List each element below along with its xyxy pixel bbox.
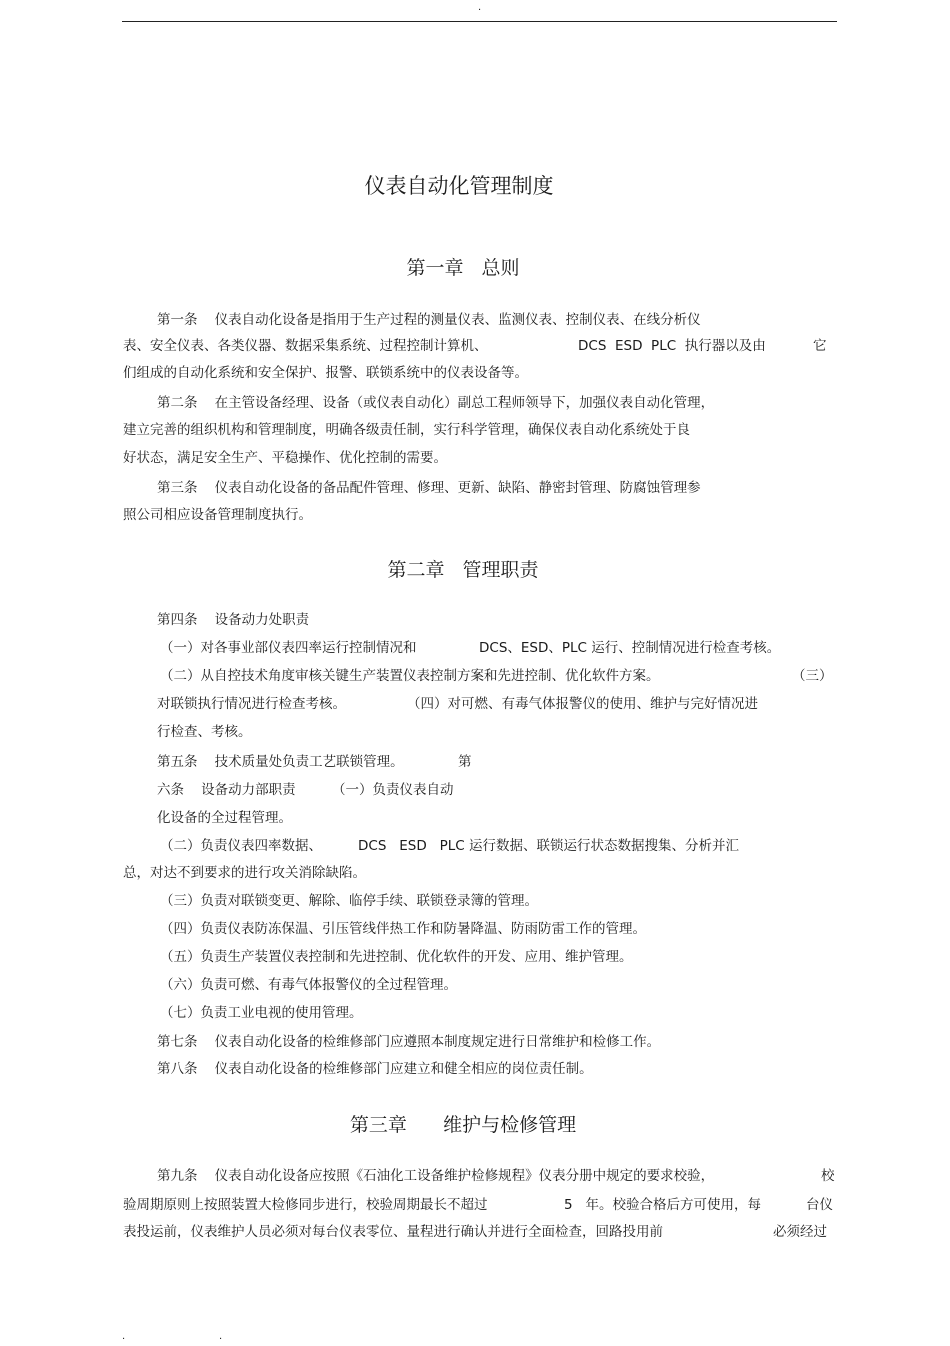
article-6-item-1: （一）负责仪表自动 bbox=[332, 782, 454, 798]
article-9-line-2-cont: 5 年。校验合格后方可使用，每 bbox=[564, 1197, 761, 1213]
article-1-line-2: 表、安全仪表、各类仪器、数据采集系统、过程控制计算机、 bbox=[123, 338, 488, 354]
article-9-line-3-end: 必须经过 bbox=[773, 1224, 827, 1240]
article-9-line-3: 表投运前，仪表维护人员必须对每台仪表零位、量程进行确认并进行全面检查，回路投用前 bbox=[123, 1224, 663, 1240]
footer-marker-right: . bbox=[219, 1331, 223, 1342]
article-2-line-3: 好状态，满足安全生产、平稳操作、优化控制的需要。 bbox=[123, 450, 447, 466]
article-6-prefix: 第 bbox=[458, 754, 472, 770]
article-6-item-2-end: 总，对达不到要求的进行攻关消除缺陷。 bbox=[123, 865, 366, 881]
chapter-3-heading: 第三章 维护与检修管理 bbox=[349, 1114, 577, 1136]
article-3-line-2: 照公司相应设备管理制度执行。 bbox=[123, 507, 312, 523]
article-1-line-2-end: 它 bbox=[813, 338, 827, 354]
footer-marker-left: . bbox=[122, 1331, 126, 1342]
article-6-heading: 六条 设备动力部职责 bbox=[157, 782, 296, 798]
article-6-item-1-cont: 化设备的全过程管理。 bbox=[157, 810, 292, 826]
article-6-item-2: （二）负责仪表四率数据、 bbox=[160, 838, 322, 854]
article-4-item-3: 对联锁执行情况进行检查考核。 bbox=[157, 696, 346, 712]
article-6-item-2-cont: DCS ESD PLC 运行数据、联锁运行状态数据搜集、分析并汇 bbox=[358, 838, 740, 854]
chapter-2-heading: 第二章 管理职责 bbox=[387, 559, 539, 581]
article-9-line-1: 第九条 仪表自动化设备应按照《石油化工设备维护检修规程》仪表分册中规定的要求校验， bbox=[157, 1168, 715, 1184]
article-9-line-2: 验周期原则上按照装置大检修同步进行，校验周期最长不超过 bbox=[123, 1197, 488, 1213]
article-4-item-4-cont: 行检查、考核。 bbox=[157, 724, 252, 740]
article-2-line-1: 第二条 在主管设备经理、设备（或仪表自动化）副总工程师领导下，加强仪表自动化管理， bbox=[157, 395, 715, 411]
article-9-line-2-end: 台仪 bbox=[806, 1197, 833, 1213]
article-1-line-1: 第一条 仪表自动化设备是指用于生产过程的测量仪表、监测仪表、控制仪表、在线分析仪 bbox=[157, 312, 701, 328]
article-4-heading: 第四条 设备动力处职责 bbox=[157, 612, 310, 628]
article-4-item-2: （二）从自控技术角度审核关键生产装置仪表控制方案和先进控制、优化软件方案。 bbox=[160, 668, 660, 684]
header-marker: . bbox=[478, 2, 482, 13]
document-title: 仪表自动化管理制度 bbox=[364, 174, 554, 198]
article-9-line-1-end: 校 bbox=[821, 1168, 835, 1184]
article-4-item-1: （一）对各事业部仪表四率运行控制情况和 bbox=[160, 640, 417, 656]
article-1-line-2-terms: DCS ESD PLC 执行器以及由 bbox=[578, 338, 766, 354]
article-7: 第七条 仪表自动化设备的检维修部门应遵照本制度规定进行日常维护和检修工作。 bbox=[157, 1034, 661, 1050]
article-6-item-7: （七）负责工业电视的使用管理。 bbox=[160, 1005, 363, 1021]
chapter-1-heading: 第一章 总则 bbox=[406, 257, 520, 279]
article-4-item-1-cont: DCS、ESD、PLC 运行、控制情况进行检查考核。 bbox=[479, 640, 781, 656]
header-rule bbox=[122, 21, 837, 22]
article-6-item-3: （三）负责对联锁变更、解除、临停手续、联锁登录簿的管理。 bbox=[160, 893, 538, 909]
article-1-line-3: 们组成的自动化系统和安全保护、报警、联锁系统中的仪表设备等。 bbox=[123, 365, 528, 381]
article-6-item-5: （五）负责生产装置仪表控制和先进控制、优化软件的开发、应用、维护管理。 bbox=[160, 949, 633, 965]
article-3-line-1: 第三条 仪表自动化设备的备品配件管理、修理、更新、缺陷、静密封管理、防腐蚀管理参 bbox=[157, 480, 701, 496]
article-8: 第八条 仪表自动化设备的检维修部门应建立和健全相应的岗位责任制。 bbox=[157, 1061, 593, 1077]
article-6-item-6: （六）负责可燃、有毒气体报警仪的全过程管理。 bbox=[160, 977, 457, 993]
article-6-item-4: （四）负责仪表防冻保温、引压管线伴热工作和防暑降温、防雨防雷工作的管理。 bbox=[160, 921, 646, 937]
article-4-item-4: （四）对可燃、有毒气体报警仪的使用、维护与完好情况进 bbox=[407, 696, 758, 712]
article-5: 第五条 技术质量处负责工艺联锁管理。 bbox=[157, 754, 404, 770]
article-2-line-2: 建立完善的组织机构和管理制度，明确各级责任制，实行科学管理，确保仪表自动化系统处于良 bbox=[123, 422, 690, 438]
article-4-item-3-label: （三） bbox=[792, 668, 833, 684]
